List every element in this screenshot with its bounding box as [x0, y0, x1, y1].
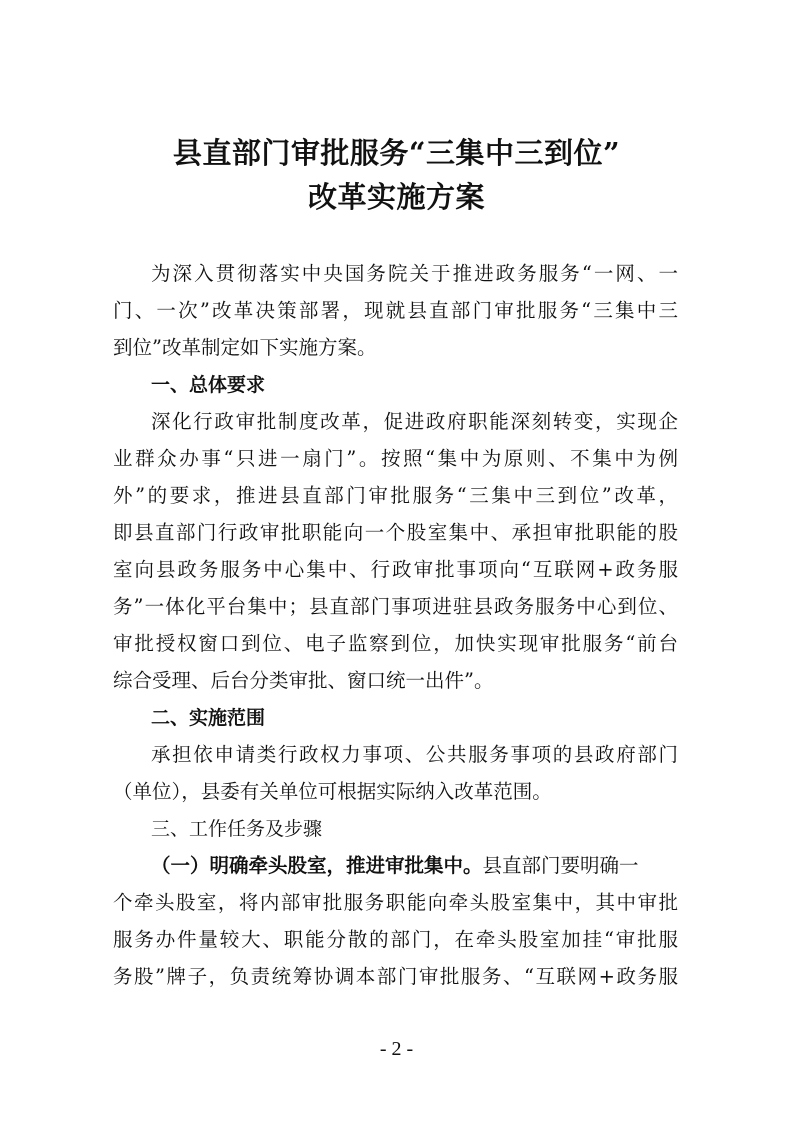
intro-line-3: 到位”改革制定如下实施方案。 — [113, 336, 377, 359]
section-1-heading: 一、总体要求 — [151, 374, 266, 396]
section-3-item-1-line-4: 务股”牌子，负责统筹协调本部门审批服务、“互联网+政务服 — [113, 965, 678, 988]
document-title-line-1: 县直部门审批服务“三集中三到位” — [172, 136, 621, 170]
section-1-line-4: 即县直部门行政审批职能向一个股室集中、承担审批职能的股 — [113, 521, 678, 544]
section-3-item-1-first-rest: 县直部门要明确一 — [482, 854, 639, 877]
intro-line-1: 为深入贯彻落实中央国务院关于推进政务服务“一网、一 — [151, 262, 678, 285]
section-1-line-7: 审批授权窗口到位、电子监察到位，加快实现审批服务“前台 — [113, 632, 678, 655]
section-2-line-1: 承担依申请类行政权力事项、公共服务事项的县政府部门 — [151, 743, 678, 766]
section-3-heading: 三、工作任务及步骤 — [151, 818, 323, 840]
section-1-line-6: 务”一体化平台集中；县直部门事项进驻县政务服务中心到位、 — [113, 595, 678, 618]
section-1-line-8: 综合受理、后台分类审批、窗口统一出件”。 — [113, 669, 494, 692]
intro-line-2: 门、一次”改革决策部署，现就县直部门审批服务“三集中三 — [113, 299, 678, 322]
section-3-item-1-lead: （一）明确牵头股室，推进审批集中。 — [151, 854, 483, 877]
section-3-item-1-line-1 — [151, 849, 678, 883]
section-1-line-1: 深化行政审批制度改革，促进政府职能深刻转变，实现企 — [151, 410, 678, 433]
section-3-item-1-line-3: 服务办件量较大、职能分散的部门，在牵头股室加挂“审批服 — [113, 928, 678, 951]
page-number: - 2 - — [379, 1038, 414, 1060]
section-2-line-2: （单位），县委有关单位可根据实际纳入改革范围。 — [113, 780, 552, 803]
section-3-item-1-line-2: 个牵头股室，将内部审批服务职能向牵头股室集中，其中审批 — [113, 891, 678, 914]
section-1-line-2: 业群众办事“只进一扇门”。按照“集中为原则、不集中为例 — [113, 447, 678, 470]
section-2-heading: 二、实施范围 — [151, 707, 266, 729]
section-1-line-5: 室向县政务服务中心集中、行政审批事项向“互联网+政务服 — [113, 558, 678, 581]
section-1-line-3: 外”的要求，推进县直部门审批服务“三集中三到位”改革， — [113, 484, 678, 507]
document-title-line-2: 改革实施方案 — [307, 180, 485, 214]
